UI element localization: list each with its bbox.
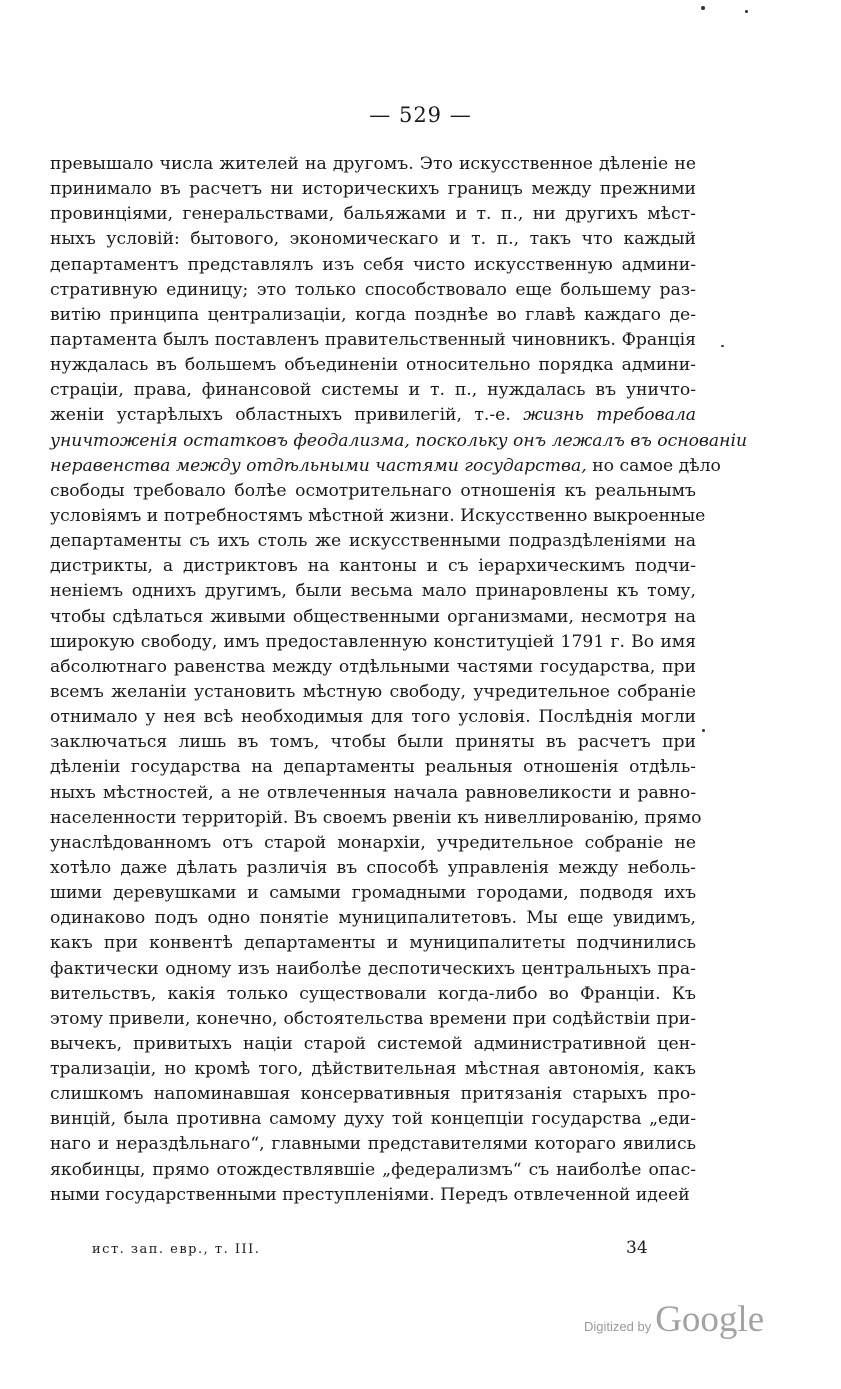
line-text: провинціями, генеральствами, бальяжами и т. п., ни другихъ мѣст- — [50, 204, 696, 225]
text-line — [50, 1107, 696, 1132]
line-text: отнимало у нея всѣ необходимыя для того условія. Послѣднія могли — [50, 707, 696, 728]
text-line — [50, 479, 696, 504]
text-line — [50, 1132, 696, 1157]
google-watermark — [584, 1298, 764, 1341]
line-text: какъ при конвентѣ департаменты и муниципалитеты подчинились — [50, 933, 696, 954]
scan-speck — [701, 6, 705, 10]
line-text: женіи устарѣлыхъ областныхъ привилегій, т.-е. — [50, 405, 511, 426]
google-logo: Google — [655, 1299, 765, 1340]
line-text: нуждалась въ большемъ объединеніи относительно порядка админи- — [50, 355, 696, 376]
line-text: неніемъ однихъ другимъ, были весьма мало принаровлены къ тому, — [50, 581, 696, 602]
text-line — [50, 957, 696, 982]
line-text: стративную единицу; это только способствовало еще большему раз- — [50, 279, 696, 300]
scan-speck — [702, 729, 705, 732]
text-line — [50, 403, 696, 428]
emphasized-text: уничтоженія остатковъ феодализма, поскольку онъ лежалъ въ основаніи — [50, 430, 748, 451]
line-text: дистрикты, а дистриктовъ на кантоны и съ іерархическимъ подчи- — [50, 556, 696, 577]
sheet-number: 34 — [626, 1238, 648, 1258]
text-line — [50, 781, 696, 806]
text-line — [50, 278, 696, 303]
line-text: якобинцы, прямо отождествлявшіе „федерализмъ“ съ наиболѣе опас- — [50, 1159, 696, 1180]
emphasized-text: жизнь требовала — [523, 405, 697, 426]
text-line — [50, 303, 696, 328]
line-text: превышало числа жителей на другомъ. Это искусственное дѣленіе не — [50, 154, 696, 174]
text-line — [50, 177, 696, 202]
line-text: департаментъ представлялъ изъ себя чисто искусственную админи- — [50, 254, 696, 275]
line-text: вительствъ, какія только существовали когда-либо во Франціи. Къ — [50, 983, 696, 1004]
text-line — [50, 856, 696, 881]
text-line — [50, 1007, 696, 1032]
text-line — [50, 328, 696, 353]
line-text: условіямъ и потребностямъ мѣстной жизни. Искусственно выкроенные — [50, 505, 706, 526]
text-line — [50, 982, 696, 1007]
text-line — [50, 906, 696, 931]
line-text: но самое дѣло — [592, 455, 721, 476]
line-text: вычекъ, привитыхъ націи старой системой административной цен- — [50, 1033, 696, 1054]
text-line — [50, 202, 696, 227]
watermark-prefix: Digitized by — [584, 1319, 652, 1334]
text-line — [50, 806, 702, 831]
text-line — [50, 454, 721, 479]
line-text: слишкомъ напоминавшая консервативныя притязанія старыхъ про- — [50, 1084, 696, 1105]
line-text: ными государственными преступленіями. Передъ отвлеченной идеей — [50, 1184, 690, 1205]
text-line — [50, 152, 696, 177]
text-line — [50, 554, 696, 579]
text-line — [50, 630, 696, 655]
text-line — [50, 579, 696, 604]
text-line — [50, 1082, 696, 1107]
line-text: этому привели, конечно, обстоятельства времени при содѣйствіи при- — [50, 1008, 696, 1029]
text-line — [50, 429, 748, 454]
text-line — [50, 730, 696, 755]
line-text: широкую свободу, имъ предоставленную конституціей 1791 г. Во имя — [50, 631, 696, 652]
line-text: принимало въ расчетъ ни историческихъ границъ между прежними — [50, 179, 696, 200]
text-line — [50, 1032, 696, 1057]
line-text: унаслѣдованномъ отъ старой монархіи, учредительное собраніе не — [50, 832, 696, 853]
line-text: ныхъ мѣстностей, а не отвлеченныя начала равновеликости и равно- — [50, 782, 696, 803]
text-line — [50, 881, 696, 906]
text-line — [50, 931, 696, 956]
line-text: чтобы сдѣлаться живыми общественными организмами, несмотря на — [50, 606, 696, 627]
text-line — [50, 353, 696, 378]
line-text: свободы требовало болѣе осмотрительнаго отношенія къ реальнымъ — [50, 480, 696, 501]
line-text: дѣленіи государства на департаменты реальныя отношенія отдѣль- — [50, 757, 696, 778]
scan-speck — [745, 10, 748, 13]
line-text: абсолютнаго равенства между отдѣльными частями государства, при — [50, 656, 696, 677]
line-text: населенности территорій. Въ своемъ рвеніи къ нивеллированію, прямо — [50, 807, 702, 828]
emphasized-text: неравенства между отдѣльными частями государства, — [50, 455, 587, 476]
text-line — [50, 755, 696, 780]
line-text: хотѣло даже дѣлать различія въ способѣ управленія между неболь- — [50, 857, 696, 878]
text-line — [50, 1057, 696, 1082]
text-line — [50, 831, 696, 856]
text-line — [50, 1158, 696, 1183]
line-text: всемъ желаніи установить мѣстную свободу, учредительное собраніе — [50, 681, 696, 702]
text-line — [50, 605, 696, 630]
page-number: — 529 — — [369, 103, 472, 127]
line-text: винцій, была противна самому духу той концепціи государства „еди- — [50, 1109, 696, 1130]
line-text: фактически одному изъ наиболѣе деспотическихъ центральныхъ пра- — [50, 958, 696, 979]
line-text: витію принципа централизаціи, когда позднѣе во главѣ каждаго де- — [50, 304, 696, 325]
line-text: одинаково подъ одно понятіе муниципалитетовъ. Мы еще увидимъ, — [50, 908, 696, 929]
text-line — [50, 378, 696, 403]
line-text: заключаться лишь въ томъ, чтобы были приняты въ расчетъ при — [50, 732, 696, 753]
line-text: партамента былъ поставленъ правительственный чиновникъ. Франція — [50, 329, 696, 350]
text-line — [50, 253, 696, 278]
body-text — [50, 152, 748, 1208]
line-text: наго и нераздѣльнаго“, главными представителями котораго явились — [50, 1134, 696, 1155]
line-text: страціи, права, финансовой системы и т. п., нуждалась въ уничто- — [50, 380, 696, 401]
text-line — [50, 504, 706, 529]
text-line — [50, 529, 696, 554]
scan-speck — [721, 345, 724, 347]
text-line — [50, 655, 696, 680]
text-line — [50, 680, 696, 705]
printer-signature: ист. зап. евр., т. III. — [92, 1242, 261, 1257]
line-text: шими деревушками и самыми громадными городами, подводя ихъ — [50, 883, 696, 904]
text-line — [50, 705, 696, 730]
line-text: трализаціи, но кромѣ того, дѣйствительная мѣстная автономія, какъ — [50, 1059, 696, 1080]
line-text: ныхъ условій: бытового, экономическаго и т. п., такъ что каждый — [50, 229, 696, 250]
text-line — [50, 227, 696, 252]
line-text: департаменты съ ихъ столь же искусственными подраздѣленіями на — [50, 531, 696, 552]
text-line — [50, 1183, 696, 1208]
